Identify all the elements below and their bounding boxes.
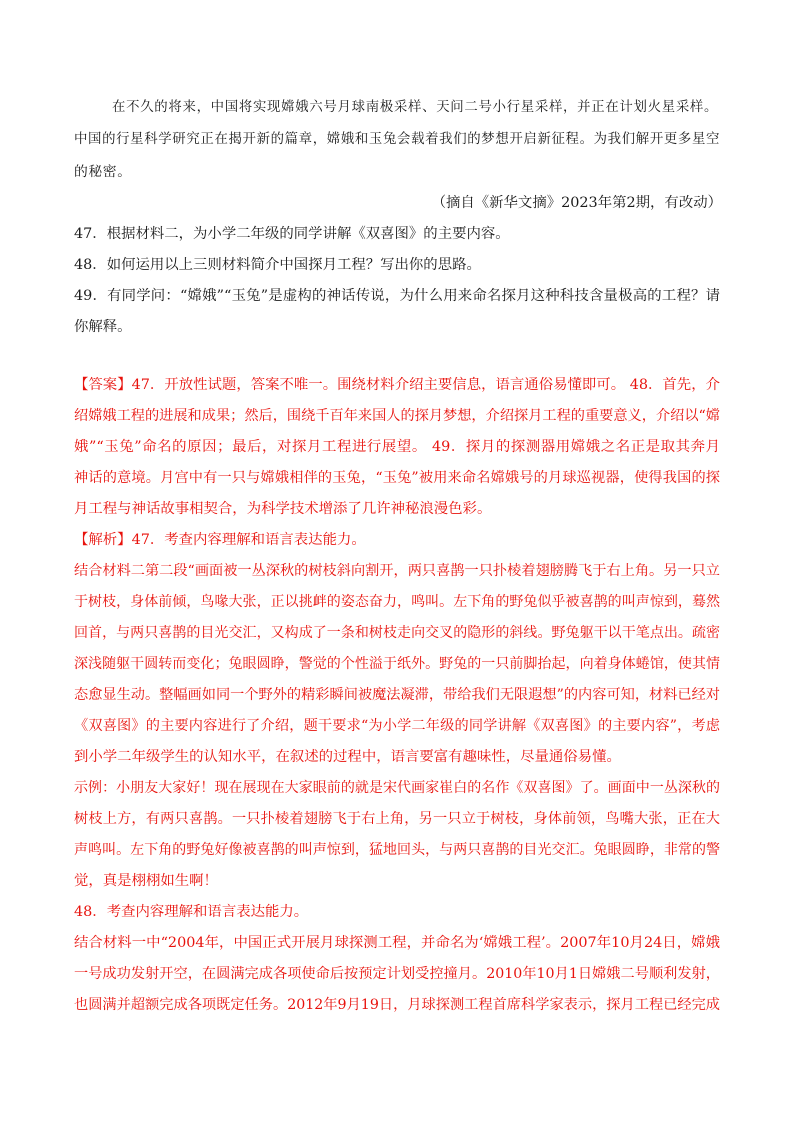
question-48: 48．如何运用以上三则材料简介中国探月工程？写出你的思路。 <box>74 257 481 273</box>
question-49-line: 你解释。 <box>74 319 132 335</box>
answer-line: 神话的意境。月宫中有一只与嫦娥相伴的玉兔，“玉兔”被用来命名嫦娥号的月球巡视器，使得我国的探 <box>74 470 720 486</box>
material-source: （摘自《新华文摘》2023年第2期，有改动） <box>431 195 722 211</box>
example-line: 声鸣叫。左下角的野兔好像被喜鹊的叫声惊到，猛地回头，与两只喜鹊的目光交汇。兔眼圆睁，非常的警 <box>74 842 720 858</box>
analysis-line: 结合材料二第二段“画面被一丛深秋的树枝斜向割开，两只喜鹊一只扑棱着翅膀腾飞于右上角。另一只立 <box>74 563 720 579</box>
example-line: 觉，真是栩栩如生啊！ <box>74 873 218 889</box>
analysis-heading: 48．考查内容理解和语言表达能力。 <box>74 904 309 920</box>
answer-line: 娥”“玉兔”命名的原因；最后，对探月工程进行展望。 49．探月的探测器用嫦娥之名正是取其奔月 <box>74 439 720 455</box>
analysis-line: 回首，与两只喜鹊的目光交汇，又构成了一条和树枝走向交叉的隐形的斜线。野兔躯干以干笔点出。疏密 <box>74 625 720 641</box>
question-49-line: 49．有同学问：“嫦娥”“玉兔”是虚构的神话传说，为什么用来命名探月这种科技含量极高的工程？请 <box>74 288 720 304</box>
question-47: 47．根据材料二，为小学二年级的同学讲解《双喜图》的主要内容。 <box>74 226 510 242</box>
analysis-heading: 【解析】47．考查内容理解和语言表达能力。 <box>74 532 366 548</box>
answer-line: 月工程与神话故事相契合，为科学技术增添了几许神秘浪漫色彩。 <box>74 501 492 517</box>
analysis-line: 结合材料一中“2004年，中国正式开展月球探测工程，并命名为‘嫦娥工程’。2007年10月24日，嫦娥 <box>74 935 720 951</box>
analysis-line: 到小学二年级学生的认知水平，在叙述的过程中，语言要富有趣味性，尽量通俗易懂。 <box>74 749 621 765</box>
material-paragraph-line: 中国的行星科学研究正在揭开新的篇章，嫦娥和玉兔会载着我们的梦想开启新征程。为我们解开更多星空 <box>74 132 720 147</box>
analysis-line: 也圆满并超额完成各项既定任务。2012年9月19日，月球探测工程首席科学家表示，探月工程已经完成 <box>74 997 720 1013</box>
answer-line: 绍嫦娥工程的进展和成果；然后，围绕千百年来国人的探月梦想，介绍探月工程的重要意义，介绍以“嫦 <box>74 408 720 424</box>
analysis-line: 《双喜图》的主要内容进行了介绍，题干要求“为小学二年级的同学讲解《双喜图》的主要内容”，考虑 <box>74 718 720 734</box>
material-paragraph-line: 的秘密。 <box>74 164 132 180</box>
example-line: 示例：小朋友大家好！现在展现在大家眼前的就是宋代画家崔白的名作《双喜图》了。画面中一丛深秋的 <box>74 780 720 796</box>
analysis-line: 一号成功发射开空，在圆满完成各项使命后按预定计划受控撞月。2010年10月1日嫦娥二号顺利发射， <box>74 966 720 982</box>
example-line: 树枝上方，有两只喜鹊。一只扑棱着翅膀飞于右上角，另一只立于树枝，身体前领，鸟嘴大张，正在大 <box>74 811 720 827</box>
answer-line: 【答案】47．开放性试题，答案不唯一。围绕材料介绍主要信息，语言通俗易懂即可。 48．首先，介 <box>74 377 720 393</box>
material-paragraph-line: 在不久的将来，中国将实现嫦娥六号月球南极采样、天问二号小行星采样，并正在计划火星采样。 <box>112 100 718 115</box>
analysis-line: 深浅随躯干圆转而变化；兔眼圆睁，警觉的个性溢于纸外。野兔的一只前脚抬起，向着身体蜷馆，使其情 <box>74 656 720 672</box>
analysis-line: 态愈显生动。整幅画如同一个野外的精彩瞬间被魔法凝滞，带给我们无限遐想”的内容可知，材料已经对 <box>74 687 720 703</box>
analysis-line: 于树枝，身体前倾，鸟喙大张，正以挑衅的姿态奋力，鸣叫。左下角的野兔似乎被喜鹊的叫声惊到，蓦然 <box>74 594 720 610</box>
